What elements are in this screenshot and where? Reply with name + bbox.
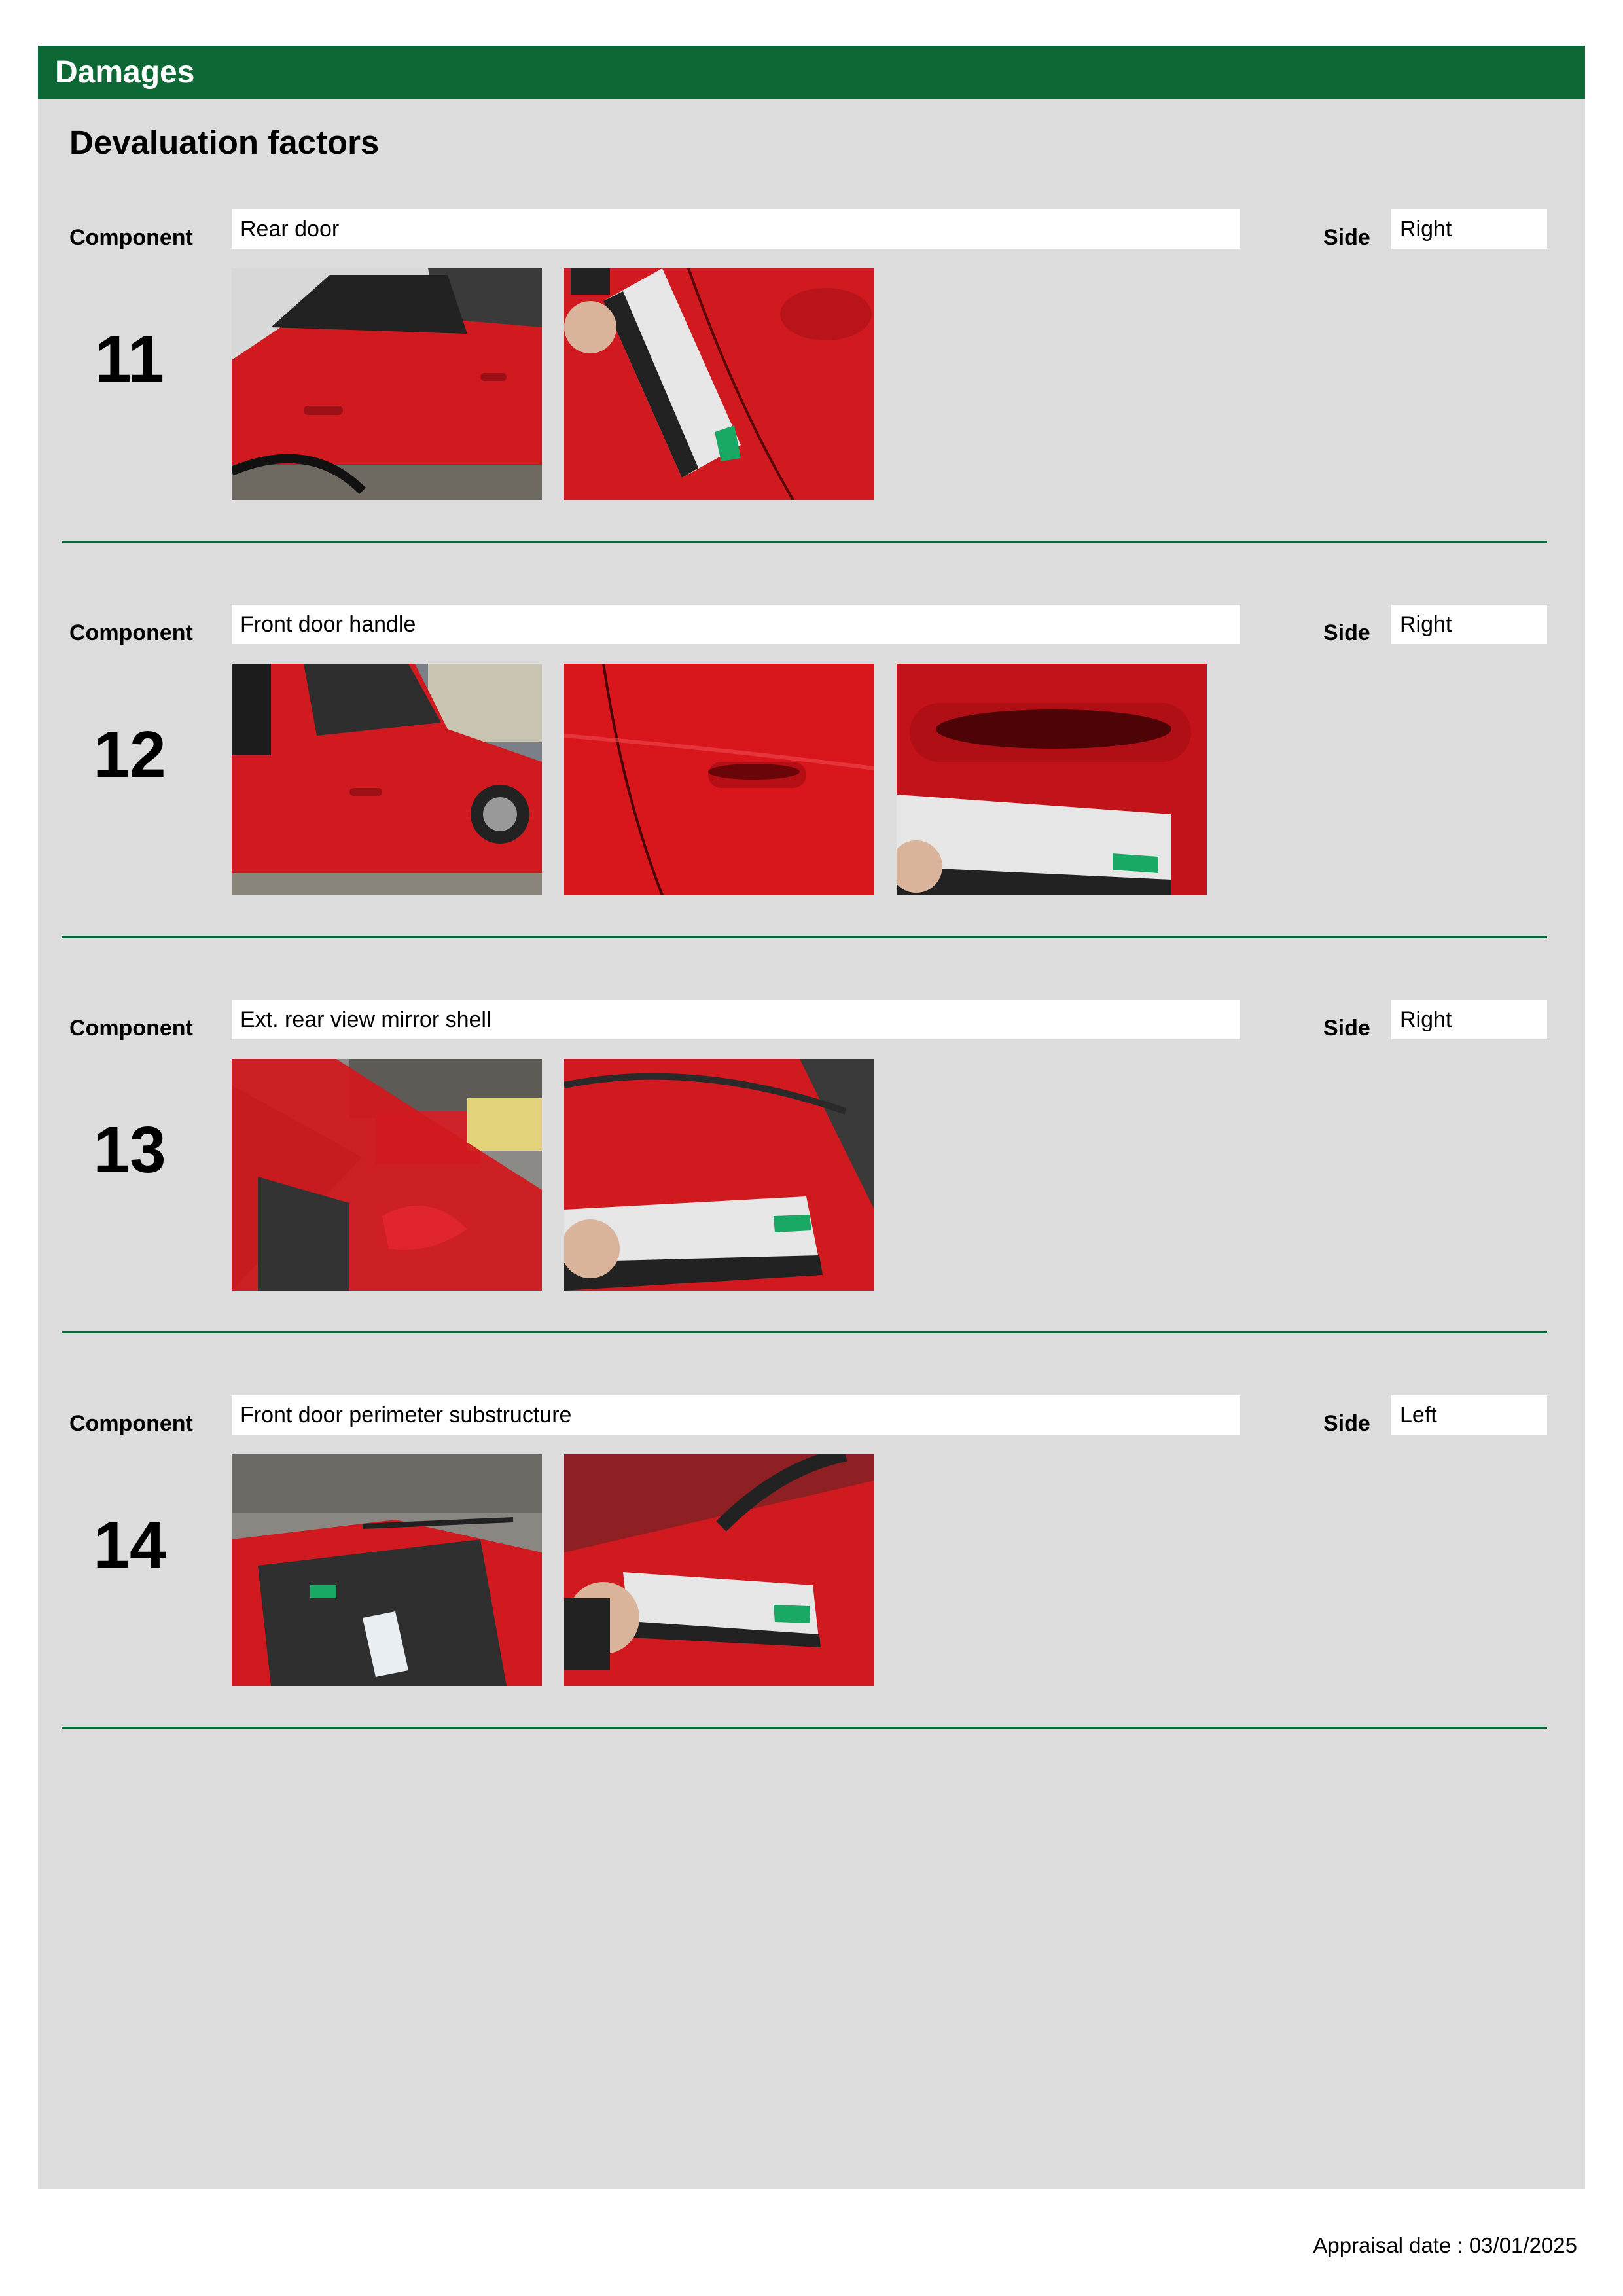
mirror-overview-photo[interactable] — [232, 1059, 542, 1291]
damage-entry — [38, 984, 1585, 1380]
substructure-measurement-photo[interactable] — [564, 1454, 874, 1686]
damage-number: 13 — [93, 1113, 166, 1187]
component-field: Ext. rear view mirror shell — [232, 1000, 1240, 1039]
side-label: Side — [1323, 620, 1370, 645]
entry-divider — [62, 936, 1547, 938]
front-door-handle-photo[interactable] — [564, 664, 874, 895]
component-label: Component — [69, 225, 193, 250]
damages-panel — [38, 46, 1585, 2189]
front-door-handle-measurement-photo[interactable] — [897, 664, 1207, 895]
side-label: Side — [1323, 225, 1370, 250]
component-label: Component — [69, 1411, 193, 1436]
damage-number: 11 — [95, 323, 164, 396]
damage-entry — [38, 194, 1585, 589]
damage-number: 14 — [93, 1509, 166, 1582]
component-field: Rear door — [232, 209, 1240, 249]
section-banner: Damages — [38, 46, 1585, 99]
appraisal-date-label: Appraisal date : — [1313, 2233, 1463, 2257]
component-field: Front door perimeter substructure — [232, 1395, 1240, 1435]
side-field: Left — [1391, 1395, 1547, 1435]
side-label: Side — [1323, 1016, 1370, 1041]
component-label: Component — [69, 620, 193, 645]
side-field: Right — [1391, 605, 1547, 644]
entry-divider — [62, 1727, 1547, 1729]
component-label: Component — [69, 1016, 193, 1041]
side-field: Right — [1391, 1000, 1547, 1039]
section-subtitle: Devaluation factors — [69, 124, 380, 161]
damage-entry — [38, 589, 1585, 984]
side-label: Side — [1323, 1411, 1370, 1436]
damage-entry — [38, 1380, 1585, 1775]
substructure-overview-photo[interactable] — [232, 1454, 542, 1686]
front-door-overview-photo[interactable] — [232, 664, 542, 895]
entry-divider — [62, 541, 1547, 543]
rear-door-overview-photo[interactable] — [232, 268, 542, 500]
component-field: Front door handle — [232, 605, 1240, 644]
appraisal-date-value: 03/01/2025 — [1469, 2233, 1577, 2257]
appraisal-date — [1313, 2233, 1577, 2258]
entry-divider — [62, 1331, 1547, 1333]
rear-door-measurement-photo[interactable] — [564, 268, 874, 500]
side-field: Right — [1391, 209, 1547, 249]
mirror-measurement-photo[interactable] — [564, 1059, 874, 1291]
damage-number: 12 — [93, 718, 166, 791]
